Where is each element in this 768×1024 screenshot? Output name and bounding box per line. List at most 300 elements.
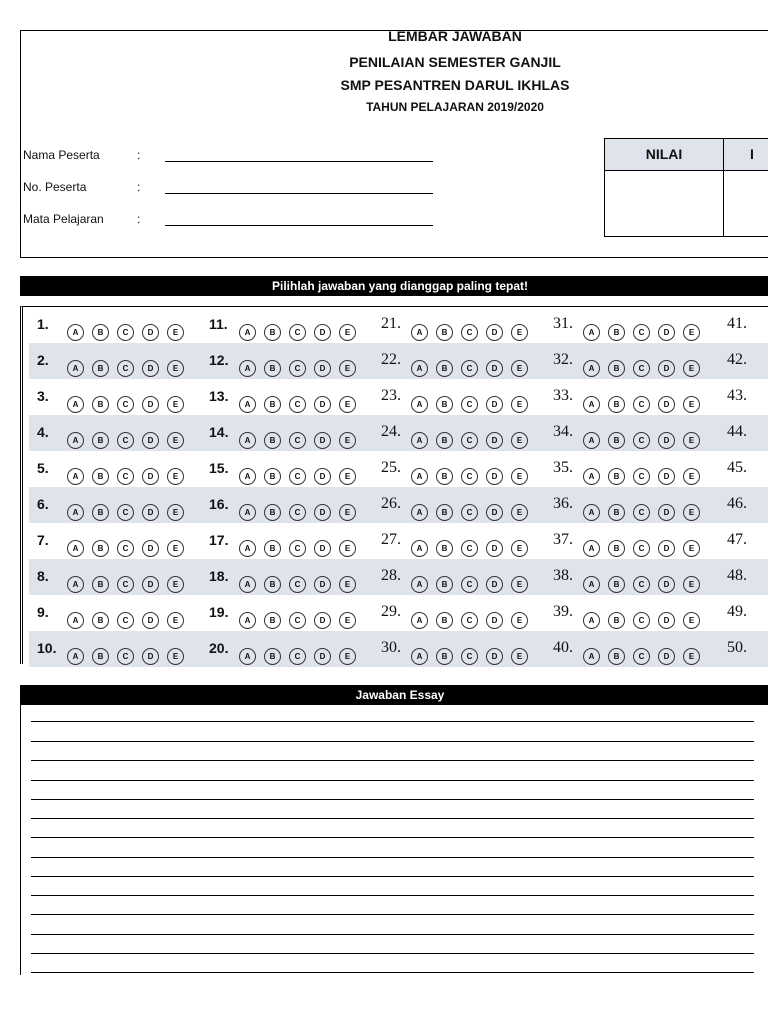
option-bubble-e[interactable]: E (339, 648, 356, 665)
no-peserta-line[interactable] (165, 193, 433, 194)
option-bubble-d[interactable]: D (486, 396, 503, 413)
essay-line[interactable] (31, 953, 754, 954)
academic-year: TAHUN PELAJARAN 2019/2020 (366, 100, 544, 114)
option-bubble-e[interactable]: E (511, 612, 528, 629)
option-bubble-b[interactable]: B (436, 324, 453, 341)
option-bubble-b[interactable]: B (92, 324, 109, 341)
option-bubble-a[interactable]: A (583, 612, 600, 629)
essay-area (20, 705, 768, 975)
option-bubble-a[interactable]: A (239, 324, 256, 341)
question-number: 49. (727, 603, 747, 620)
option-bubble-a[interactable]: A (411, 396, 428, 413)
option-bubble-e[interactable]: E (167, 612, 184, 629)
option-bubble-c[interactable]: C (633, 540, 650, 557)
question-number: 18. (209, 568, 229, 584)
option-bubble-b[interactable]: B (264, 360, 281, 377)
option-bubble-a[interactable]: A (411, 468, 428, 485)
option-bubble-e[interactable]: E (339, 468, 356, 485)
option-bubble-c[interactable]: C (289, 396, 306, 413)
option-bubble-b[interactable]: B (92, 396, 109, 413)
question-number: 21. (381, 315, 401, 332)
option-bubble-c[interactable]: C (289, 324, 306, 341)
option-bubble-d[interactable]: D (486, 360, 503, 377)
option-bubble-b[interactable]: B (264, 468, 281, 485)
essay-line[interactable] (31, 837, 754, 838)
option-bubble-a[interactable]: A (239, 540, 256, 557)
question-number: 10. (37, 640, 57, 656)
option-bubble-c[interactable]: C (461, 396, 478, 413)
option-bubble-d[interactable]: D (314, 576, 331, 593)
question-number: 11. (209, 316, 228, 332)
option-bubble-c[interactable]: C (117, 540, 134, 557)
no-peserta-label: No. Peserta (23, 180, 87, 194)
option-bubble-c[interactable]: C (289, 360, 306, 377)
option-bubble-d[interactable]: D (314, 432, 331, 449)
question-number: 2. (37, 352, 49, 368)
option-bubble-d[interactable]: D (486, 612, 503, 629)
option-bubble-b[interactable]: B (608, 324, 625, 341)
essay-line[interactable] (31, 914, 754, 915)
option-bubble-e[interactable]: E (167, 648, 184, 665)
option-bubble-c[interactable]: C (461, 432, 478, 449)
option-bubble-c[interactable]: C (461, 576, 478, 593)
option-bubble-c[interactable]: C (117, 432, 134, 449)
option-bubble-b[interactable]: B (436, 468, 453, 485)
answer-row (29, 415, 768, 451)
question-number: 30. (381, 639, 401, 656)
option-bubble-d[interactable]: D (658, 540, 675, 557)
option-bubble-a[interactable]: A (239, 576, 256, 593)
question-number: 47. (727, 531, 747, 548)
option-bubble-b[interactable]: B (264, 576, 281, 593)
option-bubble-d[interactable]: D (658, 504, 675, 521)
option-bubble-e[interactable]: E (511, 540, 528, 557)
question-number: 37. (553, 531, 573, 548)
option-bubble-b[interactable]: B (92, 576, 109, 593)
question-number: 38. (553, 567, 573, 584)
option-bubble-e[interactable]: E (511, 360, 528, 377)
question-number: 39. (553, 603, 573, 620)
option-bubble-d[interactable]: D (658, 648, 675, 665)
question-number: 40. (553, 639, 573, 656)
option-bubble-c[interactable]: C (633, 612, 650, 629)
option-bubble-b[interactable]: B (608, 432, 625, 449)
option-bubble-b[interactable]: B (92, 432, 109, 449)
essay-line[interactable] (31, 721, 754, 722)
option-bubble-e[interactable]: E (511, 324, 528, 341)
option-bubble-c[interactable]: C (117, 468, 134, 485)
essay-line[interactable] (31, 818, 754, 819)
essay-line[interactable] (31, 972, 754, 973)
mata-pelajaran-label: Mata Pelajaran (23, 212, 104, 226)
option-bubble-a[interactable]: A (239, 468, 256, 485)
option-bubble-b[interactable]: B (264, 504, 281, 521)
question-number: 50. (727, 639, 747, 656)
option-bubble-b[interactable]: B (92, 612, 109, 629)
question-number: 24. (381, 423, 401, 440)
question-number: 42. (727, 351, 747, 368)
option-bubble-c[interactable]: C (117, 648, 134, 665)
option-bubble-a[interactable]: A (67, 324, 84, 341)
question-number: 23. (381, 387, 401, 404)
option-bubble-a[interactable]: A (583, 432, 600, 449)
option-bubble-c[interactable]: C (461, 540, 478, 557)
header-box (20, 30, 768, 258)
option-bubble-e[interactable]: E (683, 612, 700, 629)
question-number: 13. (209, 388, 229, 404)
option-bubble-b[interactable]: B (92, 468, 109, 485)
option-bubble-d[interactable]: D (314, 612, 331, 629)
option-bubble-a[interactable]: A (411, 504, 428, 521)
option-bubble-e[interactable]: E (167, 576, 184, 593)
answer-row (29, 523, 768, 559)
question-number: 9. (37, 604, 49, 620)
option-bubble-a[interactable]: A (67, 396, 84, 413)
option-bubble-c[interactable]: C (633, 324, 650, 341)
option-bubble-c[interactable]: C (289, 468, 306, 485)
option-bubble-a[interactable]: A (239, 504, 256, 521)
option-bubble-d[interactable]: D (486, 432, 503, 449)
option-bubble-b[interactable]: B (608, 396, 625, 413)
field-no-peserta (23, 180, 161, 194)
answer-row (29, 487, 768, 523)
essay-line[interactable] (31, 741, 754, 742)
option-bubble-a[interactable]: A (583, 540, 600, 557)
school-name: SMP PESANTREN DARUL IKHLAS (340, 77, 570, 93)
option-bubble-e[interactable]: E (511, 576, 528, 593)
option-bubble-d[interactable]: D (486, 468, 503, 485)
option-bubble-b[interactable]: B (92, 648, 109, 665)
question-number: 4. (37, 424, 49, 440)
option-bubble-a[interactable]: A (583, 504, 600, 521)
option-bubble-e[interactable]: E (511, 468, 528, 485)
option-bubble-d[interactable]: D (658, 396, 675, 413)
question-number: 36. (553, 495, 573, 512)
option-bubble-e[interactable]: E (683, 504, 700, 521)
option-bubble-c[interactable]: C (117, 396, 134, 413)
option-bubble-e[interactable]: E (683, 648, 700, 665)
option-bubble-c[interactable]: C (289, 612, 306, 629)
question-number: 34. (553, 423, 573, 440)
essay-title-bar: Jawaban Essay (20, 685, 768, 705)
option-bubble-e[interactable]: E (339, 504, 356, 521)
option-bubble-a[interactable]: A (583, 324, 600, 341)
option-bubble-c[interactable]: C (633, 648, 650, 665)
sheet-title: LEMBAR JAWABAN (388, 28, 522, 44)
score-box (604, 138, 768, 237)
option-bubble-a[interactable]: A (239, 396, 256, 413)
option-bubble-c[interactable]: C (633, 396, 650, 413)
question-number: 6. (37, 496, 49, 512)
question-number: 27. (381, 531, 401, 548)
option-bubble-c[interactable]: C (117, 612, 134, 629)
essay-line[interactable] (31, 934, 754, 935)
option-bubble-e[interactable]: E (683, 468, 700, 485)
option-bubble-a[interactable]: A (67, 540, 84, 557)
question-number: 33. (553, 387, 573, 404)
question-number: 25. (381, 459, 401, 476)
option-bubble-a[interactable]: A (411, 576, 428, 593)
option-bubble-a[interactable]: A (239, 432, 256, 449)
option-bubble-d[interactable]: D (142, 360, 159, 377)
question-number: 45. (727, 459, 747, 476)
answer-row (29, 343, 768, 379)
option-bubble-d[interactable]: D (658, 612, 675, 629)
option-bubble-d[interactable]: D (486, 648, 503, 665)
option-bubble-e[interactable]: E (339, 360, 356, 377)
option-bubble-a[interactable]: A (411, 540, 428, 557)
option-bubble-b[interactable]: B (608, 612, 625, 629)
option-bubble-d[interactable]: D (142, 396, 159, 413)
option-bubble-d[interactable]: D (658, 468, 675, 485)
option-bubble-e[interactable]: E (167, 324, 184, 341)
option-bubble-c[interactable]: C (289, 576, 306, 593)
option-bubble-d[interactable]: D (142, 504, 159, 521)
question-number: 28. (381, 567, 401, 584)
question-number: 29. (381, 603, 401, 620)
option-bubble-d[interactable]: D (142, 612, 159, 629)
option-bubble-e[interactable]: E (683, 396, 700, 413)
option-bubble-a[interactable]: A (67, 648, 84, 665)
answer-row (29, 595, 768, 631)
option-bubble-d[interactable]: D (142, 432, 159, 449)
option-bubble-b[interactable]: B (608, 468, 625, 485)
option-bubble-c[interactable]: C (461, 360, 478, 377)
question-number: 1. (37, 316, 49, 332)
question-number: 48. (727, 567, 747, 584)
option-bubble-a[interactable]: A (239, 648, 256, 665)
option-bubble-b[interactable]: B (436, 612, 453, 629)
option-bubble-b[interactable]: B (264, 648, 281, 665)
option-bubble-b[interactable]: B (264, 324, 281, 341)
option-bubble-a[interactable]: A (583, 576, 600, 593)
option-bubble-b[interactable]: B (436, 648, 453, 665)
question-number: 32. (553, 351, 573, 368)
option-bubble-b[interactable]: B (264, 432, 281, 449)
question-number: 22. (381, 351, 401, 368)
option-bubble-e[interactable]: E (339, 324, 356, 341)
option-bubble-a[interactable]: A (67, 504, 84, 521)
option-bubble-d[interactable]: D (486, 540, 503, 557)
question-number: 26. (381, 495, 401, 512)
score-second-label: I (723, 138, 768, 171)
question-number: 17. (209, 532, 229, 548)
option-bubble-a[interactable]: A (239, 612, 256, 629)
option-bubble-c[interactable]: C (633, 468, 650, 485)
answer-row (29, 451, 768, 487)
field-nama-peserta (23, 148, 161, 162)
option-bubble-e[interactable]: E (167, 468, 184, 485)
colon: : (137, 212, 141, 226)
option-bubble-b[interactable]: B (264, 396, 281, 413)
option-bubble-c[interactable]: C (289, 648, 306, 665)
essay-line[interactable] (31, 857, 754, 858)
option-bubble-e[interactable]: E (511, 432, 528, 449)
option-bubble-a[interactable]: A (67, 612, 84, 629)
question-number: 3. (37, 388, 49, 404)
exam-name: PENILAIAN SEMESTER GANJIL (349, 54, 561, 70)
option-bubble-d[interactable]: D (142, 324, 159, 341)
question-number: 14. (209, 424, 229, 440)
option-bubble-d[interactable]: D (486, 576, 503, 593)
question-number: 7. (37, 532, 49, 548)
option-bubble-b[interactable]: B (608, 540, 625, 557)
option-bubble-c[interactable]: C (117, 504, 134, 521)
question-number: 19. (209, 604, 229, 620)
option-bubble-c[interactable]: C (633, 576, 650, 593)
option-bubble-e[interactable]: E (339, 396, 356, 413)
option-bubble-b[interactable]: B (608, 504, 625, 521)
field-mata-pelajaran (23, 212, 161, 226)
option-bubble-b[interactable]: B (92, 360, 109, 377)
question-number: 44. (727, 423, 747, 440)
option-bubble-c[interactable]: C (633, 432, 650, 449)
option-bubble-e[interactable]: E (167, 360, 184, 377)
answer-row (29, 379, 768, 415)
option-bubble-d[interactable]: D (142, 540, 159, 557)
option-bubble-c[interactable]: C (461, 468, 478, 485)
question-number: 41. (727, 315, 747, 332)
question-number: 12. (209, 352, 229, 368)
option-bubble-d[interactable]: D (658, 360, 675, 377)
option-bubble-b[interactable]: B (436, 576, 453, 593)
option-bubble-d[interactable]: D (314, 540, 331, 557)
answer-row (29, 307, 768, 343)
option-bubble-c[interactable]: C (461, 612, 478, 629)
option-bubble-d[interactable]: D (142, 648, 159, 665)
option-bubble-c[interactable]: C (289, 504, 306, 521)
option-bubble-c[interactable]: C (117, 324, 134, 341)
option-bubble-b[interactable]: B (608, 360, 625, 377)
option-bubble-a[interactable]: A (583, 360, 600, 377)
option-bubble-b[interactable]: B (436, 432, 453, 449)
option-bubble-c[interactable]: C (633, 504, 650, 521)
option-bubble-c[interactable]: C (461, 324, 478, 341)
option-bubble-c[interactable]: C (461, 648, 478, 665)
option-bubble-b[interactable]: B (92, 540, 109, 557)
option-bubble-b[interactable]: B (436, 360, 453, 377)
option-bubble-e[interactable]: E (683, 540, 700, 557)
score-cell-second[interactable] (723, 170, 768, 237)
option-bubble-b[interactable]: B (264, 540, 281, 557)
option-bubble-e[interactable]: E (339, 576, 356, 593)
score-label: NILAI (604, 138, 724, 171)
option-bubble-b[interactable]: B (436, 540, 453, 557)
answer-grid (20, 306, 768, 664)
option-bubble-b[interactable]: B (264, 612, 281, 629)
option-bubble-e[interactable]: E (339, 540, 356, 557)
option-bubble-e[interactable]: E (167, 432, 184, 449)
mata-pelajaran-line[interactable] (165, 225, 433, 226)
option-bubble-a[interactable]: A (411, 648, 428, 665)
option-bubble-a[interactable]: A (583, 648, 600, 665)
score-cell[interactable] (604, 170, 724, 237)
option-bubble-a[interactable]: A (67, 576, 84, 593)
question-number: 46. (727, 495, 747, 512)
option-bubble-e[interactable]: E (683, 324, 700, 341)
option-bubble-c[interactable]: C (289, 540, 306, 557)
option-bubble-c[interactable]: C (289, 432, 306, 449)
option-bubble-d[interactable]: D (314, 648, 331, 665)
option-bubble-d[interactable]: D (658, 432, 675, 449)
essay-line[interactable] (31, 876, 754, 877)
essay-line[interactable] (31, 799, 754, 800)
option-bubble-b[interactable]: B (92, 504, 109, 521)
question-number: 35. (553, 459, 573, 476)
option-bubble-d[interactable]: D (314, 360, 331, 377)
option-bubble-a[interactable]: A (411, 612, 428, 629)
colon: : (137, 148, 141, 162)
option-bubble-a[interactable]: A (67, 360, 84, 377)
option-bubble-d[interactable]: D (658, 324, 675, 341)
nama-peserta-label: Nama Peserta (23, 148, 100, 162)
option-bubble-c[interactable]: C (117, 576, 134, 593)
option-bubble-a[interactable]: A (411, 432, 428, 449)
question-number: 31. (553, 315, 573, 332)
question-number: 5. (37, 460, 49, 476)
question-number: 20. (209, 640, 229, 656)
option-bubble-a[interactable]: A (67, 468, 84, 485)
option-bubble-e[interactable]: E (339, 432, 356, 449)
colon: : (137, 180, 141, 194)
option-bubble-a[interactable]: A (239, 360, 256, 377)
option-bubble-d[interactable]: D (142, 576, 159, 593)
option-bubble-a[interactable]: A (583, 396, 600, 413)
option-bubble-a[interactable]: A (411, 360, 428, 377)
option-bubble-e[interactable]: E (167, 396, 184, 413)
question-number: 43. (727, 387, 747, 404)
option-bubble-a[interactable]: A (583, 468, 600, 485)
option-bubble-b[interactable]: B (608, 648, 625, 665)
option-bubble-c[interactable]: C (461, 504, 478, 521)
instruction-bar: Pilihlah jawaban yang dianggap paling tepat! (20, 276, 768, 296)
option-bubble-d[interactable]: D (658, 576, 675, 593)
essay-line[interactable] (31, 760, 754, 761)
answer-row (29, 631, 768, 667)
option-bubble-c[interactable]: C (117, 360, 134, 377)
option-bubble-e[interactable]: E (339, 612, 356, 629)
question-number: 16. (209, 496, 229, 512)
option-bubble-d[interactable]: D (486, 504, 503, 521)
essay-line[interactable] (31, 780, 754, 781)
essay-line[interactable] (31, 895, 754, 896)
option-bubble-e[interactable]: E (683, 360, 700, 377)
option-bubble-d[interactable]: D (486, 324, 503, 341)
option-bubble-b[interactable]: B (608, 576, 625, 593)
question-number: 8. (37, 568, 49, 584)
option-bubble-e[interactable]: E (167, 540, 184, 557)
option-bubble-d[interactable]: D (314, 396, 331, 413)
option-bubble-c[interactable]: C (633, 360, 650, 377)
option-bubble-e[interactable]: E (683, 432, 700, 449)
option-bubble-a[interactable]: A (411, 324, 428, 341)
option-bubble-e[interactable]: E (511, 504, 528, 521)
option-bubble-b[interactable]: B (436, 504, 453, 521)
answer-row (29, 559, 768, 595)
option-bubble-e[interactable]: E (167, 504, 184, 521)
nama-peserta-line[interactable] (165, 161, 433, 162)
option-bubble-d[interactable]: D (314, 324, 331, 341)
option-bubble-e[interactable]: E (683, 576, 700, 593)
option-bubble-e[interactable]: E (511, 396, 528, 413)
option-bubble-a[interactable]: A (67, 432, 84, 449)
option-bubble-d[interactable]: D (142, 468, 159, 485)
option-bubble-e[interactable]: E (511, 648, 528, 665)
question-number: 15. (209, 460, 229, 476)
option-bubble-d[interactable]: D (314, 468, 331, 485)
option-bubble-b[interactable]: B (436, 396, 453, 413)
option-bubble-d[interactable]: D (314, 504, 331, 521)
